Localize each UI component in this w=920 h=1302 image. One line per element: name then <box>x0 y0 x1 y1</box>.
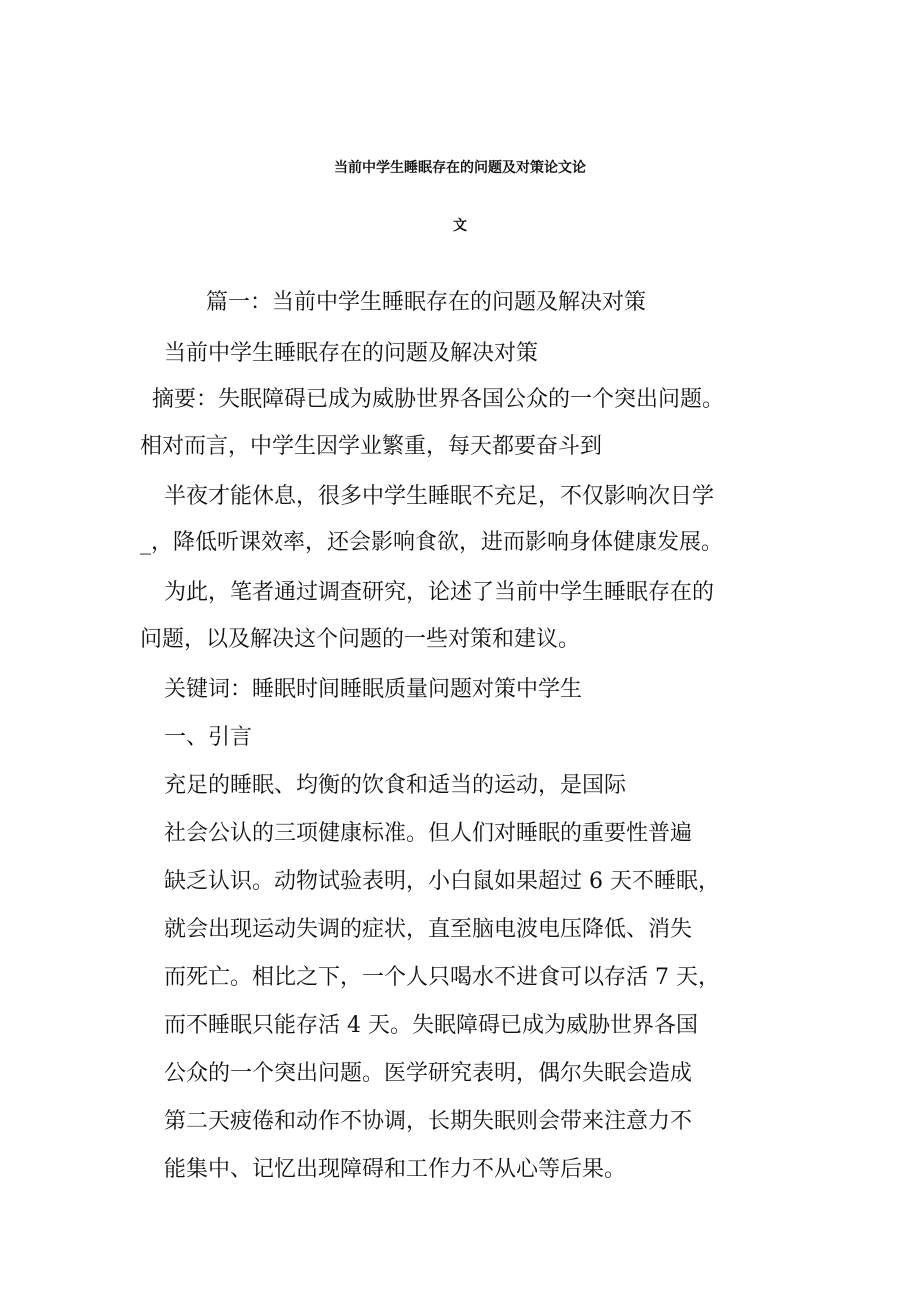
abstract-line: 相对而言，中学生因学业繁重，每天都要奋斗到 <box>140 434 603 459</box>
body-line: 社会公认的三项健康标准。但人们对睡眠的重要性普遍 <box>164 821 693 846</box>
body-line: 公众的一个突出问题。医学研究表明，偶尔失眠会造成 <box>164 1061 693 1086</box>
abstract-line: 摘要：失眠障碍已成为威胁世界各国公众的一个突出问题。 <box>152 387 725 412</box>
abstract-line: 问题，以及解决这个问题的一些对策和建议。 <box>140 627 581 652</box>
body-line: 就会出现运动失调的症状，直至脑电波电压降低、消失 <box>164 917 693 942</box>
document-title-line-1: 当前中学生睡眠存在的问题及对策论文论 <box>334 160 586 176</box>
body-line: 而不睡眠只能存活 4 天。失眠障碍已成为威胁世界各国 <box>164 1013 698 1038</box>
article-subtitle: 当前中学生睡眠存在的问题及解决对策 <box>164 341 539 366</box>
document-title-line-2: 文 <box>453 218 467 234</box>
body-line: 缺乏认识。动物试验表明，小白鼠如果超过 6 天不睡眠， <box>164 869 720 894</box>
abstract-line: _，降低听课效率，还会影响食欲，进而影响身体健康发展。 <box>140 530 724 555</box>
abstract-line: 为此，笔者通过调查研究，论述了当前中学生睡眠存在的 <box>164 580 715 605</box>
section-heading: 一、引言 <box>164 725 253 750</box>
section-heading: 篇一：当前中学生睡眠存在的问题及解决对策 <box>206 290 647 315</box>
keywords-line: 关键词：睡眠时间睡眠质量问题对策中学生 <box>164 677 583 702</box>
body-line: 第二天疲倦和动作不协调，长期失眠则会带来注意力不 <box>164 1109 693 1134</box>
body-line: 充足的睡眠、均衡的饮食和适当的运动，是国际 <box>164 773 627 798</box>
abstract-line: 半夜才能休息，很多中学生睡眠不充足，不仅影响次日学 <box>164 484 715 509</box>
body-line: 能集中、记忆出现障碍和工作力不从心等后果。 <box>164 1157 627 1182</box>
body-line: 而死亡。相比之下，一个人只喝水不进食可以存活 7 天， <box>164 965 720 990</box>
